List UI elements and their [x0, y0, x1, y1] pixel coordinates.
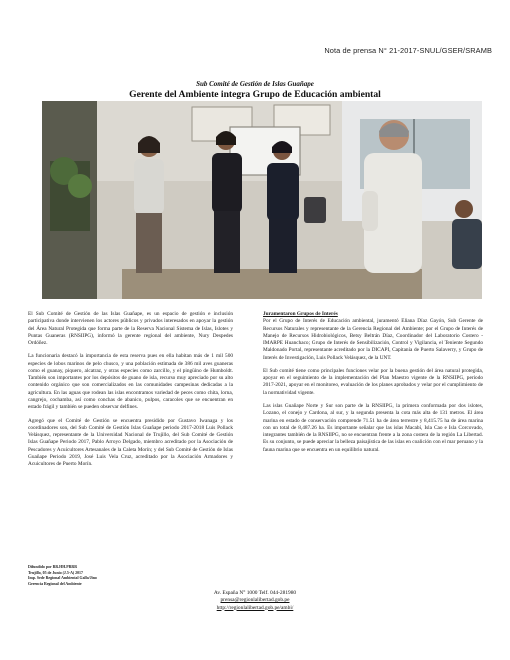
- meta-line: Imp. Sede Regional Ambiental Gallo/Jino: [28, 576, 97, 581]
- article-photo: [42, 101, 482, 299]
- meta-line: Difundido por RR.HH.PRRR: [28, 565, 78, 569]
- right-column: [263, 311, 483, 460]
- section-title: Juramentaron Grupos de Interés: [263, 311, 338, 317]
- body-paragraph: El Sub Comité de Gestión de las Islas Guañape, es un espacio de gestión e inclusión participativa donde intervienen los actores públicos y privados interesados en apoyar la gestión del Área Natural Protegida que forma parte de la Reserva Nacional Sistema de Islas, Islotes y Puntas Guaneras (RNSIIPG), informó la gerente regional del ambiente, Nury Despedes Ordóñez.: [28, 311, 233, 346]
- footer-url-link[interactable]: http://regionlalibertad.gob.pe/ambi/: [216, 604, 294, 611]
- body-paragraph: Las islas Guañape Norte y Sur son parte de la RNSIIPG, la primera conformada por dos islotes, Lozano, el conejo y Cardona, al sur, y la segunda presenta la cota más alta de 131 metros. El área marina en estado de conservación comprende 71.51 ha de área terrestre y 8,415.75 ha de área marina con un total de 8,487.26 ha. Es importante señalar que las islas Macabí, Isla Cao e Isla Corcovado, integrantes también de la RNSIIPG, no se encuentran frente a la zona costera de la región La Libertad. Es su conjunto, se puede apreciar la belleza paisajística de las islas en coalición con el mar peruano y la fauna marina que se encuentra en un equilibrio natural.: [263, 403, 483, 453]
- body-paragraph: La funcionaria destacó la importancia de esta reserva pues en ella habitan más de 1 mil 500 especies de lobos marinos de pelo chusco, y una población estimada de 386 mil aves guaneras como el guanay, piquero, alcatraz, y otras especies como zarcillo, y el pingüino de Humboldt. También son importantes por los depósitos de guano de isla, recurso muy apreciado por su alto contenido orgánico que son comercializados en las comunidades campesinas dedicadas a la agricultura. En las aguas que rodean las islas encontramos variedad de peces como chita, lorna, cangrejo, cochamba, así como conchas de abanico, pulpos, caracoles que se encuentran en estado frágil y también se pueden observar delfines.: [28, 353, 233, 411]
- left-column: [28, 311, 233, 475]
- body-paragraph: Agregó que el Comité de Gestión se encuentra presidido por Gustavo Iwanaga y los coordinadores son, del Sub Comité de Gestión Islas Guañape periodo 2017-2018 Luis Pollack Velásquez, representante de la Universidad Nacional de Trujillo, del Sub Comité de Gestión Islas Guañape Periodo 2017, Pablo Arroyo Delgado, miembro acreditado por la Asociación de Pescadores y Acuicultores Artesanales de la Caleta Morín; y del Sub Comité de Gestión de Islas Guañape Periodo 2019, José Luis Vela Cruz, acreditado por la Asociación Armadores y Acuicultores de Puerto Morín.: [28, 417, 233, 468]
- body-paragraph: El Sub comité tiene como principales funciones velar por la buena gestión del área natural protegida, apoyar en el seguimiento de la implementación del Plan Maestro vigente de la RNSIIPG, periodo 2017-2021, apoyar en el monitoreo, evaluación de los planes aprobados y velar por el cumplimiento de la normatividad vigente.: [263, 367, 483, 396]
- article-headline: Gerente del Ambiente integra Grupo de Educación ambiental: [129, 89, 381, 100]
- footer-address: Av. España N° 1000 Telf. 044-281980: [213, 590, 297, 596]
- press-note-number: Nota de prensa N° 21-2017-SNUL/GSER/SRAMB: [324, 46, 492, 55]
- article-kicker: Sub Comité de Gestión de Islas Guañape: [196, 80, 314, 88]
- body-paragraph: Por el Grupo de Interés de Educación ambiental, juramentó Eliana Díaz Gayón, Sub Gerente de Recursos Naturales y representante de la Gerencia Regional del Ambiente; por el Grupo de Interés de Manejo de Recursos Hidrobiológicos, Betsy Beltrán Díaz, Coordinador del Laboratorio Costero - IMARPE Huanchaco; Grupo de Interés de Sensibilización, Control y Vigilancia, el Teniente Segundo Maldonado Portal, representante acreditado por la DICAPI, Capitanía de Puerto Salaverry, y Grupo de Interés de Investigación, Luis Pollack Velásquez, de la UNT.: [263, 318, 483, 361]
- article-meta: [28, 565, 97, 587]
- meta-line: Trujillo, 05 de Junio (J.5-A) 2017: [28, 570, 83, 575]
- footer-contact: [0, 590, 510, 612]
- meta-line: Gerencia Regional del Ambiente: [28, 581, 82, 586]
- footer-email-link[interactable]: prensa@regionlalibertad.gob.pe: [220, 597, 290, 604]
